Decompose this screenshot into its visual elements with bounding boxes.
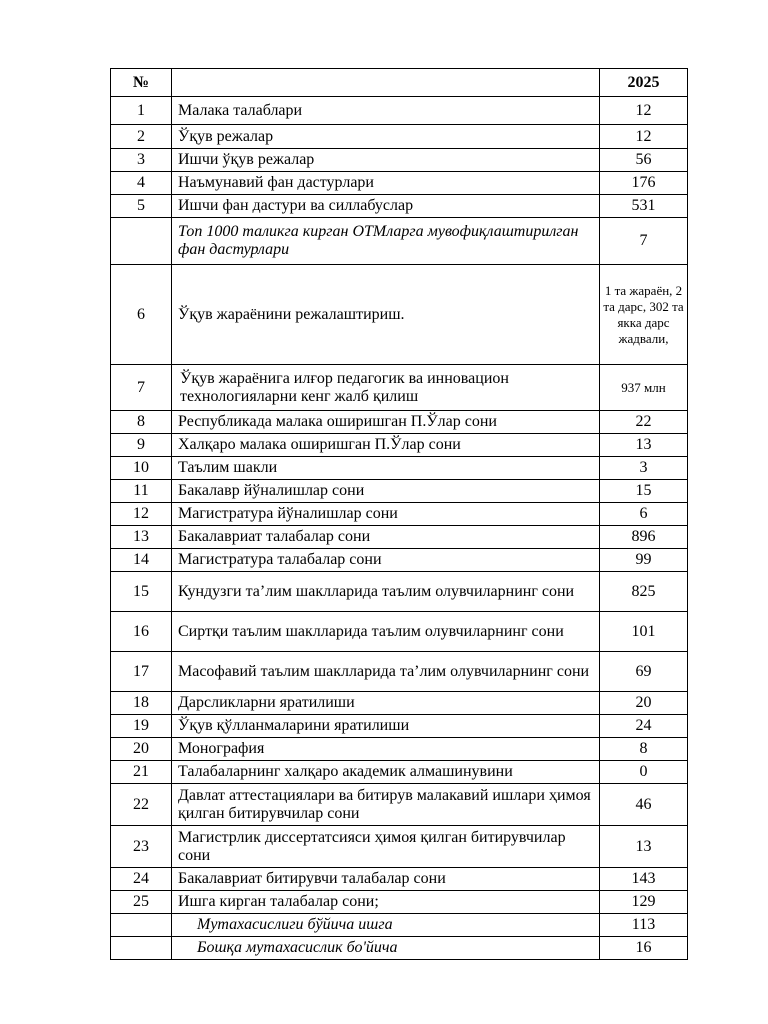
header-year: 2025: [600, 69, 688, 97]
row-value: 0: [600, 761, 688, 784]
row-value: 6: [600, 503, 688, 526]
row-name: Мутахасислиги бўйича ишга: [172, 914, 600, 937]
row-value: 12: [600, 97, 688, 125]
table-header-row: [111, 69, 688, 97]
row-name: Халқаро малака оширишган П.Ўлар сони: [172, 434, 600, 457]
row-number: [111, 218, 172, 265]
row-value: 143: [600, 868, 688, 891]
row-number: 25: [111, 891, 172, 914]
row-value: 16: [600, 937, 688, 960]
row-number: 2: [111, 125, 172, 149]
row-number: 22: [111, 784, 172, 826]
row-name: Сиртқи таълим шаклларида таълим олувчиларнинг сони: [172, 612, 600, 652]
row-name: Бакалавриат битирувчи талабалар сони: [172, 868, 600, 891]
row-value: 937 млн: [600, 365, 688, 411]
row-value: 13: [600, 826, 688, 868]
header-name: [172, 69, 600, 97]
row-value: 825: [600, 572, 688, 612]
row-value: 24: [600, 715, 688, 738]
statistics-table: [110, 68, 688, 960]
row-name: Магистратура талабалар сони: [172, 549, 600, 572]
row-number: 13: [111, 526, 172, 549]
row-name: Ўқув жараёнини режалаштириш.: [172, 265, 600, 365]
row-number: 10: [111, 457, 172, 480]
table-row: [111, 549, 688, 572]
row-name: Бошқа мутахасислик бо'йича: [172, 937, 600, 960]
row-value: 176: [600, 172, 688, 195]
table-row: [111, 172, 688, 195]
row-name: Ўқув жараёнига илғор педагогик ва инновацион технологияларни кенг жалб қилиш: [172, 365, 600, 411]
row-number: 1: [111, 97, 172, 125]
row-value: 13: [600, 434, 688, 457]
row-name: Талабаларнинг халқаро академик алмашинувини: [172, 761, 600, 784]
row-value: 99: [600, 549, 688, 572]
table-row: [111, 937, 688, 960]
row-value: 15: [600, 480, 688, 503]
row-value: 7: [600, 218, 688, 265]
table-row: [111, 738, 688, 761]
row-name: Бакалавриат талабалар сони: [172, 526, 600, 549]
row-name: Таълим шакли: [172, 457, 600, 480]
table-row: [111, 826, 688, 868]
row-name: Топ 1000 таликга кирган ОТМларга мувофиқлаштирилган фан дастурлари: [172, 218, 600, 265]
row-number: 6: [111, 265, 172, 365]
table-row: [111, 365, 688, 411]
row-number: 15: [111, 572, 172, 612]
row-number: [111, 937, 172, 960]
row-name: Ишчи фан дастури ва силлабуслар: [172, 195, 600, 218]
table-row: [111, 411, 688, 434]
row-number: 7: [111, 365, 172, 411]
row-name: Масофавий таълим шаклларида та’лим олувчиларнинг сони: [172, 652, 600, 692]
row-number: 21: [111, 761, 172, 784]
row-number: 12: [111, 503, 172, 526]
row-value: 12: [600, 125, 688, 149]
row-value: 101: [600, 612, 688, 652]
row-value: 531: [600, 195, 688, 218]
row-number: 17: [111, 652, 172, 692]
row-name: Монография: [172, 738, 600, 761]
row-name: Магистратура йўналишлар сони: [172, 503, 600, 526]
row-name: Давлат аттестациялари ва битирув малакавий ишлари ҳимоя қилган битирувчилар сони: [172, 784, 600, 826]
table-row: [111, 434, 688, 457]
table-row: [111, 526, 688, 549]
table-row: [111, 784, 688, 826]
header-number: №: [111, 69, 172, 97]
row-number: 3: [111, 149, 172, 172]
row-name: Республикада малака оширишган П.Ўлар сони: [172, 411, 600, 434]
row-number: 23: [111, 826, 172, 868]
row-value: 20: [600, 692, 688, 715]
row-name: Дарсликларни яратилиши: [172, 692, 600, 715]
table-row: [111, 195, 688, 218]
row-value: 8: [600, 738, 688, 761]
row-name: Ишга кирган талабалар сони;: [172, 891, 600, 914]
row-value: 22: [600, 411, 688, 434]
table-row: [111, 612, 688, 652]
row-number: 14: [111, 549, 172, 572]
table-row: [111, 572, 688, 612]
row-value: 69: [600, 652, 688, 692]
row-number: 4: [111, 172, 172, 195]
row-number: 11: [111, 480, 172, 503]
row-value: 3: [600, 457, 688, 480]
row-number: 16: [111, 612, 172, 652]
row-number: [111, 914, 172, 937]
table-row: [111, 149, 688, 172]
row-number: 19: [111, 715, 172, 738]
row-name: Ўқув режалар: [172, 125, 600, 149]
row-number: 18: [111, 692, 172, 715]
table-row: [111, 652, 688, 692]
table-row: [111, 692, 688, 715]
row-value: 46: [600, 784, 688, 826]
row-name: Наъмунавий фан дастурлари: [172, 172, 600, 195]
table-row: [111, 218, 688, 265]
table-row: [111, 480, 688, 503]
table-row: [111, 761, 688, 784]
row-value: 896: [600, 526, 688, 549]
row-value: 113: [600, 914, 688, 937]
table-row: [111, 914, 688, 937]
row-name: Магистрлик диссертатсияси ҳимоя қилган битирувчилар сони: [172, 826, 600, 868]
row-name: Ишчи ўқув режалар: [172, 149, 600, 172]
row-name: Кундузги та’лим шаклларида таълим олувчиларнинг сони: [172, 572, 600, 612]
table-row: [111, 868, 688, 891]
table-row: [111, 891, 688, 914]
row-value: 129: [600, 891, 688, 914]
row-number: 9: [111, 434, 172, 457]
row-number: 8: [111, 411, 172, 434]
table-row: [111, 265, 688, 365]
row-value: 56: [600, 149, 688, 172]
row-value: 1 та жараён, 2 та дарс, 302 та якка дарс жадвали,: [600, 265, 688, 365]
table-row: [111, 503, 688, 526]
table-row: [111, 715, 688, 738]
row-name: Ўқув қўлланмаларини яратилиши: [172, 715, 600, 738]
row-name: Малака талаблари: [172, 97, 600, 125]
row-number: 20: [111, 738, 172, 761]
table-row: [111, 457, 688, 480]
table-row: [111, 97, 688, 125]
row-number: 24: [111, 868, 172, 891]
row-number: 5: [111, 195, 172, 218]
table-row: [111, 125, 688, 149]
row-name: Бакалавр йўналишлар сони: [172, 480, 600, 503]
